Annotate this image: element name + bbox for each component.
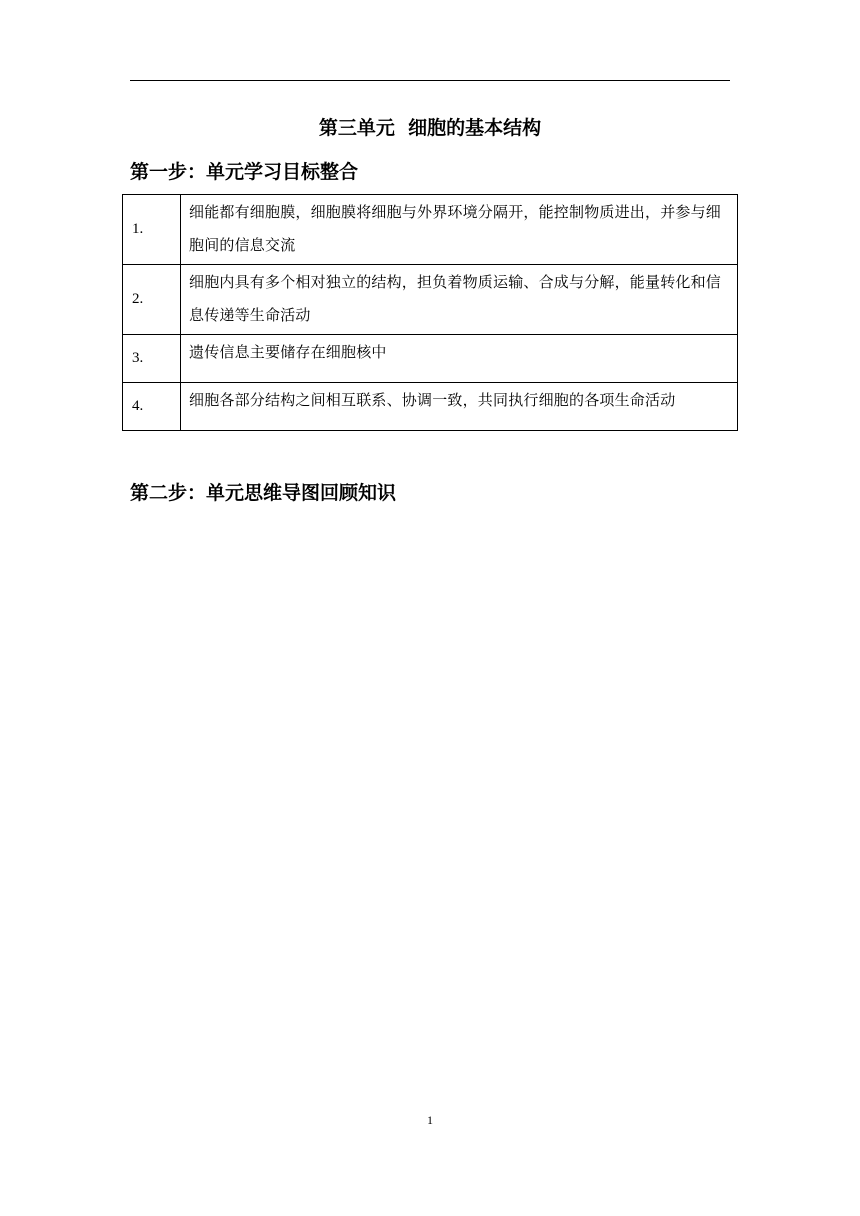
step1-heading: 第一步：单元学习目标整合 bbox=[130, 161, 359, 183]
goal-number: 1. bbox=[123, 195, 181, 265]
table-row bbox=[123, 335, 738, 383]
table-row bbox=[123, 383, 738, 431]
step2-heading: 第二步：单元思维导图回顾知识 bbox=[130, 482, 397, 504]
page-title: 第三单元 细胞的基本结构 bbox=[318, 117, 542, 139]
goal-number: 4. bbox=[123, 383, 181, 431]
goal-number: 2. bbox=[123, 265, 181, 335]
table-row bbox=[123, 195, 738, 265]
learning-goals-table bbox=[122, 194, 738, 431]
table-row bbox=[123, 265, 738, 335]
goal-number: 3. bbox=[123, 335, 181, 383]
goal-text: 细能都有细胞膜，细胞膜将细胞与外界环境分隔开，能控制物质进出，并参与细胞间的信息交流 bbox=[181, 195, 738, 265]
goal-text: 遗传信息主要储存在细胞核中 bbox=[181, 335, 738, 383]
header-rule bbox=[130, 80, 730, 81]
goal-text: 细胞各部分结构之间相互联系、协调一致，共同执行细胞的各项生命活动 bbox=[181, 383, 738, 431]
goal-text: 细胞内具有多个相对独立的结构，担负着物质运输、合成与分解，能量转化和信息传递等生命活动 bbox=[181, 265, 738, 335]
page-number: 1 bbox=[427, 1113, 433, 1127]
